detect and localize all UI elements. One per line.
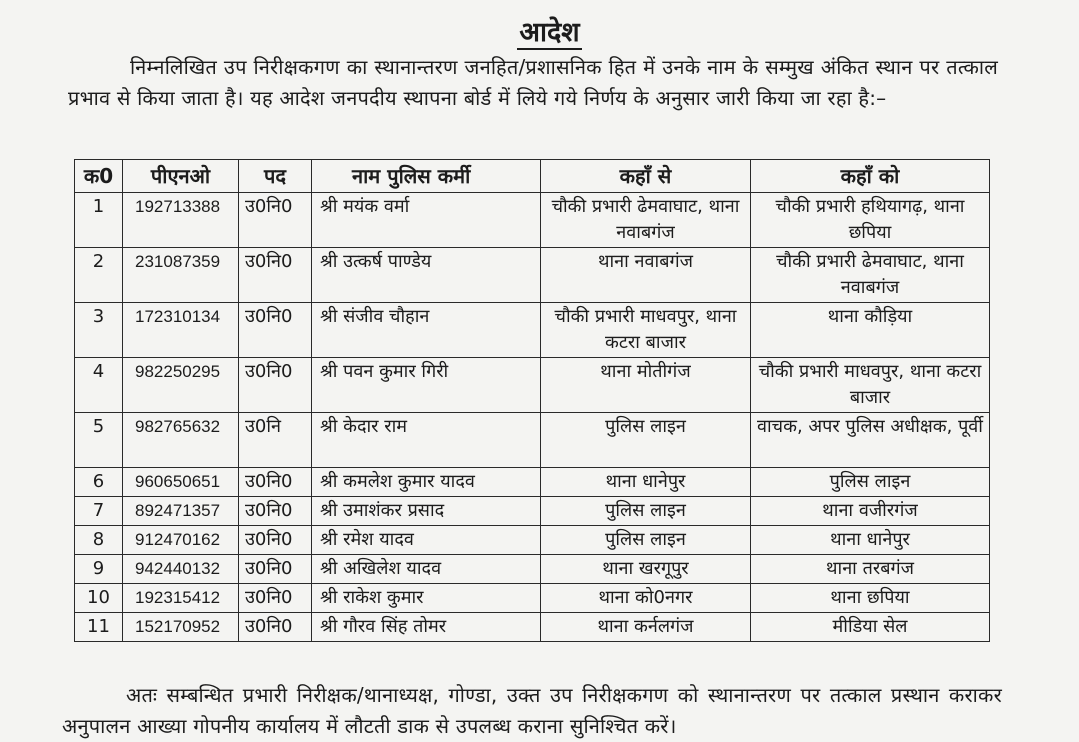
table-row bbox=[75, 248, 990, 303]
cell-to: चौकी प्रभारी माधवपुर, थाना कटरा बाजार bbox=[751, 358, 990, 413]
cell-post: उ0नि0 bbox=[239, 555, 312, 584]
cell-pno: 192315412 bbox=[123, 584, 239, 613]
cell-name: श्री उमाशंकर प्रसाद bbox=[312, 497, 541, 526]
cell-from: पुलिस लाइन bbox=[541, 526, 751, 555]
cell-from: चौकी प्रभारी माधवपुर, थाना कटरा बाजार bbox=[541, 303, 751, 358]
table-row bbox=[75, 555, 990, 584]
cell-name: श्री संजीव चौहान bbox=[312, 303, 541, 358]
table-row bbox=[75, 358, 990, 413]
table-row bbox=[75, 497, 990, 526]
cell-pno: 960650651 bbox=[123, 468, 239, 497]
cell-to: चौकी प्रभारी हथियागढ़, थाना छपिया bbox=[751, 193, 990, 248]
table-row bbox=[75, 584, 990, 613]
cell-to: वाचक, अपर पुलिस अधीक्षक, पूर्वी bbox=[751, 413, 990, 468]
document-heading bbox=[0, 12, 1079, 49]
table-row bbox=[75, 303, 990, 358]
cell-pno: 942440132 bbox=[123, 555, 239, 584]
cell-from: चौकी प्रभारी ढेमवाघाट, थाना नवाबगंज bbox=[541, 193, 751, 248]
table-row bbox=[75, 613, 990, 642]
cell-name: श्री पवन कुमार गिरी bbox=[312, 358, 541, 413]
cell-serial: 5 bbox=[75, 413, 123, 468]
cell-from: पुलिस लाइन bbox=[541, 413, 751, 468]
table-header-row bbox=[75, 160, 990, 193]
cell-serial: 9 bbox=[75, 555, 123, 584]
cell-pno: 892471357 bbox=[123, 497, 239, 526]
cell-serial: 1 bbox=[75, 193, 123, 248]
cell-serial: 3 bbox=[75, 303, 123, 358]
cell-post: उ0नि0 bbox=[239, 468, 312, 497]
cell-serial: 11 bbox=[75, 613, 123, 642]
cell-pno: 152170952 bbox=[123, 613, 239, 642]
cell-serial: 6 bbox=[75, 468, 123, 497]
cell-from: थाना को0नगर bbox=[541, 584, 751, 613]
cell-pno: 982250295 bbox=[123, 358, 239, 413]
header-from: कहाँ से bbox=[541, 160, 751, 193]
cell-name: श्री राकेश कुमार bbox=[312, 584, 541, 613]
table-row bbox=[75, 526, 990, 555]
table-row bbox=[75, 468, 990, 497]
cell-name: श्री उत्कर्ष पाण्डेय bbox=[312, 248, 541, 303]
cell-from: पुलिस लाइन bbox=[541, 497, 751, 526]
cell-to: मीडिया सेल bbox=[751, 613, 990, 642]
cell-from: थाना धानेपुर bbox=[541, 468, 751, 497]
header-pno: पीएनओ bbox=[123, 160, 239, 193]
cell-pno: 912470162 bbox=[123, 526, 239, 555]
cell-from: थाना कर्नलगंज bbox=[541, 613, 751, 642]
table-row bbox=[75, 193, 990, 248]
cell-pno: 172310134 bbox=[123, 303, 239, 358]
cell-to: पुलिस लाइन bbox=[751, 468, 990, 497]
cell-name: श्री अखिलेश यादव bbox=[312, 555, 541, 584]
cell-to: थाना कौड़िया bbox=[751, 303, 990, 358]
cell-post: उ0नि0 bbox=[239, 526, 312, 555]
intro-paragraph: निम्नलिखित उप निरीक्षकगण का स्थानान्तरण जनहित/प्रशासनिक हित में उनके नाम के सम्मुख अंकित स्थान पर तत्काल प्रभाव से किया जाता है। यह आदेश जनपदीय स्थापना बोर्ड में लिये गये निर्णय के अनुसार जारी किया जा रहा है:– bbox=[68, 55, 998, 110]
cell-name: श्री मयंक वर्मा bbox=[312, 193, 541, 248]
closing-paragraph: अतः सम्बन्धित प्रभारी निरीक्षक/थानाध्यक्ष, गोण्डा, उक्त उप निरीक्षकगण को स्थानान्तरण पर तत्काल प्रस्थान कराकर अनुपालन आख्या गोपनीय कार्यालय में लौटती डाक से उपलब्ध कराना सुनिश्चित करें। bbox=[62, 683, 1002, 738]
cell-post: उ0नि bbox=[239, 413, 312, 468]
cell-serial: 8 bbox=[75, 526, 123, 555]
header-to: कहाँ को bbox=[751, 160, 990, 193]
cell-post: उ0नि0 bbox=[239, 497, 312, 526]
cell-post: उ0नि0 bbox=[239, 193, 312, 248]
cell-to: थाना छपिया bbox=[751, 584, 990, 613]
cell-from: थाना खरगूपुर bbox=[541, 555, 751, 584]
cell-name: श्री रमेश यादव bbox=[312, 526, 541, 555]
cell-post: उ0नि0 bbox=[239, 613, 312, 642]
cell-serial: 7 bbox=[75, 497, 123, 526]
cell-serial: 4 bbox=[75, 358, 123, 413]
cell-to: थाना वजीरगंज bbox=[751, 497, 990, 526]
cell-from: थाना नवाबगंज bbox=[541, 248, 751, 303]
cell-from: थाना मोतीगंज bbox=[541, 358, 751, 413]
cell-to: चौकी प्रभारी ढेमवाघाट, थाना नवाबगंज bbox=[751, 248, 990, 303]
cell-name: श्री कमलेश कुमार यादव bbox=[312, 468, 541, 497]
cell-post: उ0नि0 bbox=[239, 584, 312, 613]
header-name: नाम पुलिस कर्मी bbox=[312, 160, 541, 193]
table-row bbox=[75, 413, 990, 468]
cell-to: थाना तरबगंज bbox=[751, 555, 990, 584]
transfer-table bbox=[74, 159, 990, 642]
header-serial: क0 bbox=[75, 160, 123, 193]
cell-post: उ0नि0 bbox=[239, 303, 312, 358]
cell-post: उ0नि0 bbox=[239, 248, 312, 303]
cell-post: उ0नि0 bbox=[239, 358, 312, 413]
table-body bbox=[75, 193, 990, 642]
cell-name: श्री केदार राम bbox=[312, 413, 541, 468]
cell-serial: 10 bbox=[75, 584, 123, 613]
cell-pno: 982765632 bbox=[123, 413, 239, 468]
cell-serial: 2 bbox=[75, 248, 123, 303]
cell-pno: 231087359 bbox=[123, 248, 239, 303]
cell-name: श्री गौरव सिंह तोमर bbox=[312, 613, 541, 642]
cell-to: थाना धानेपुर bbox=[751, 526, 990, 555]
header-post: पद bbox=[239, 160, 312, 193]
title: आदेश bbox=[519, 17, 580, 48]
cell-pno: 192713388 bbox=[123, 193, 239, 248]
